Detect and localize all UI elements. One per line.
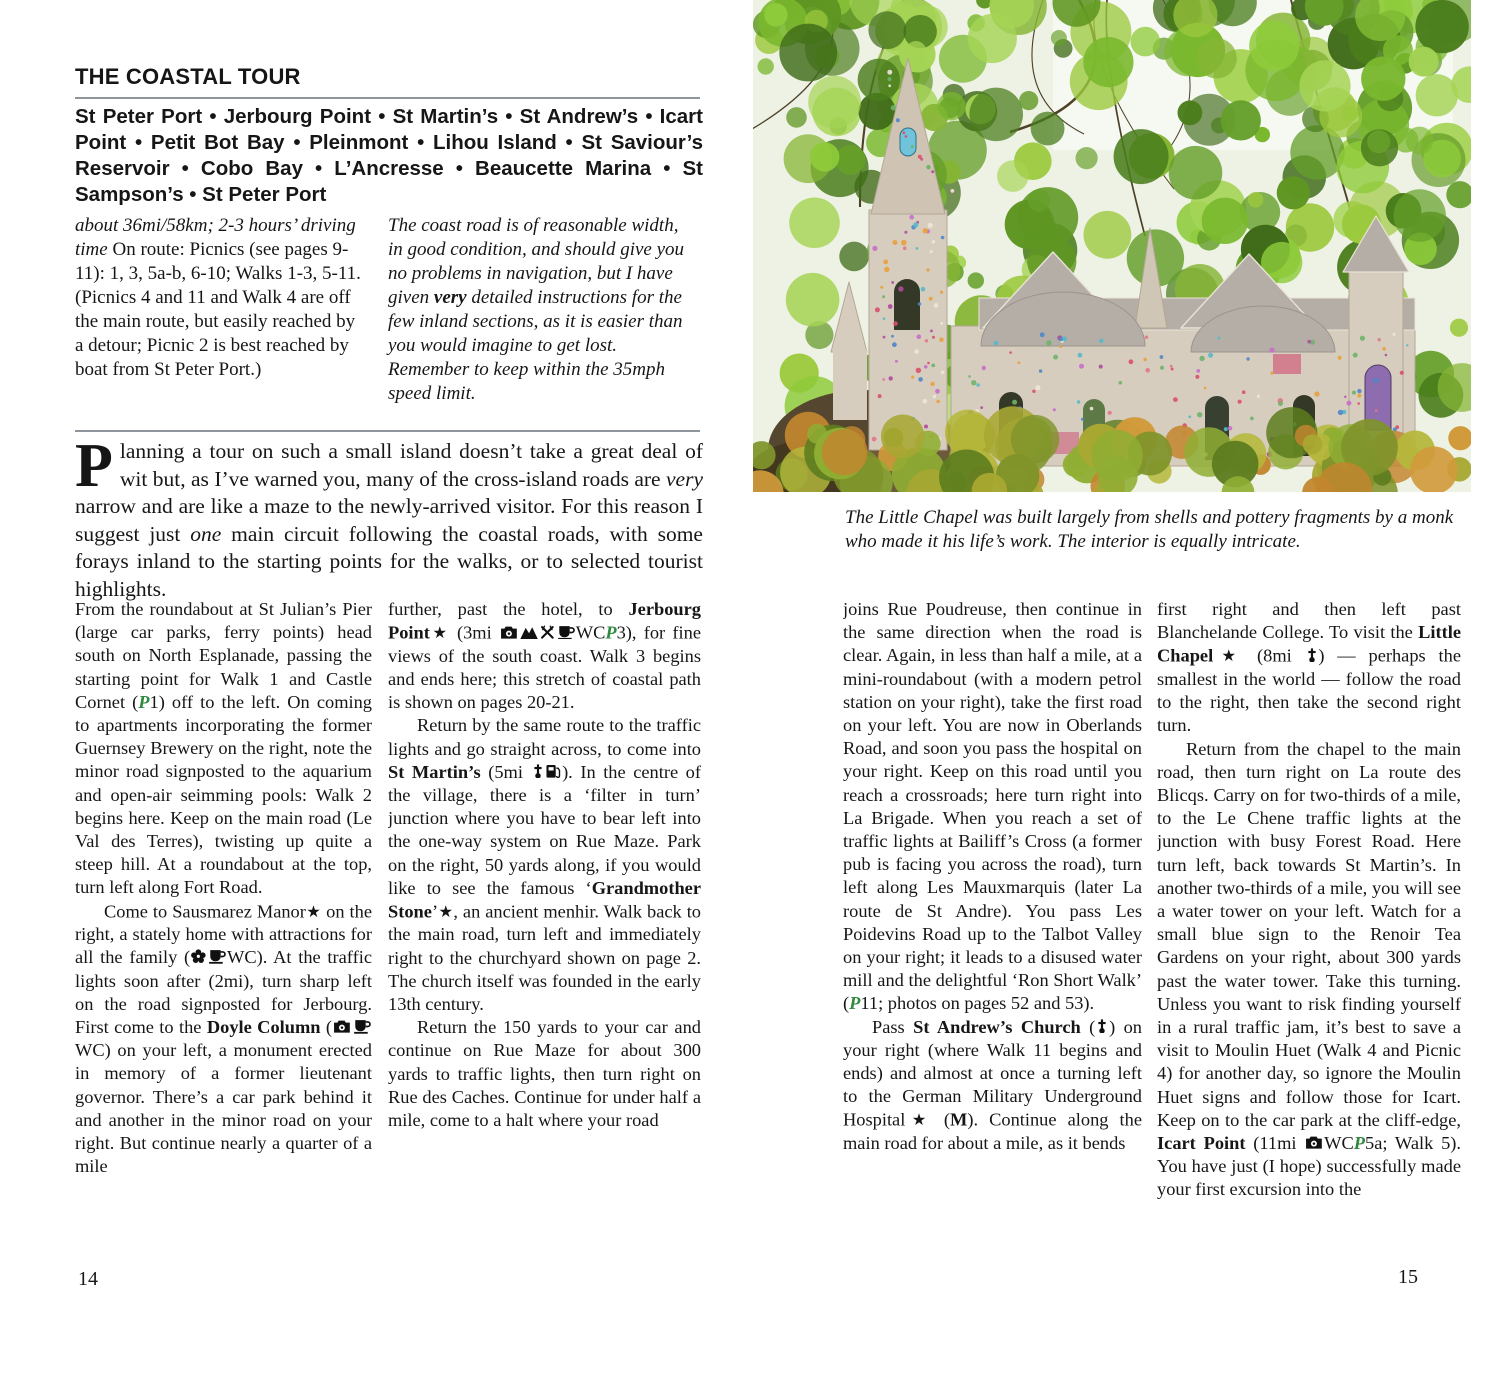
right-page-column-1: [843, 598, 1142, 1274]
star-icon: ★: [305, 901, 322, 921]
picnic-symbol: P: [138, 691, 150, 712]
route-itinerary: St Peter Port • Jerbourg Point • St Martin’s • St Andrew’s • Icart Point • Petit Bot Bay • Pleinmont • Lihou Island • St Saviour’s Reservoir • Cobo Bay • L’Ancresse • Beaucette Marina • St Sampson’s • St Peter Port: [75, 105, 703, 206]
mountain-icon: [520, 625, 538, 640]
viewpoint-camera-icon: [500, 625, 518, 640]
picnic-symbol: P: [605, 622, 617, 643]
intro-text: lanning a tour on such a small island doesn’t take a great deal of wit but, as I’ve warned you, many of the cross-island roads are very narrow and are like a maze to the newly-arrived visitor. For this reason I suggest just one main circuit following the coastal roads, with some forays inland to the starting points for the walks, or to selected tourist highlights.: [75, 439, 703, 601]
title-divider: [75, 97, 700, 99]
paragraph: first right and then left past Blanchelande College. To visit the Little Chapel★ (8mi ) — perhaps the smallest in the world — follow the road to the right, then take the second right turn.: [1157, 599, 1461, 736]
restaurant-cutlery-icon: [540, 625, 555, 640]
paragraph: joins Rue Poudreuse, then continue in the same direction when the road is clear. Again, in less than half a mile, at a mini-roundabout (with a modern petrol station on your right), take the first road on your left. You are now in Oberlands Road, and soon you pass the hospital on your right. Keep on this road until you reach a crossroads; here turn right into La Brigade. When you reach a set of traffic lights at Bailiff’s Cross (a former pub is facing you across the road), turn left along Les Mauxmarquis (later La route de St Andre). You pass Les Poidevins Road up to the Talbot Valley on your right; it leads to a disused water mill and the delightful ‘Ron Short Walk’ (P11; photos on pages 52 and 53).: [843, 599, 1142, 1014]
picnic-symbol: P: [849, 993, 861, 1014]
refreshments-cup-icon: [353, 1019, 371, 1034]
section-title: THE COASTAL TOUR: [75, 64, 301, 89]
paragraph: Return from the chapel to the main road, then turn right on La route des Blicqs. Carry on for two-thirds of a mile, to the Le Chene traffic lights at the junction with busy Forest Road. Here turn left, back towards St Martin’s. In another two-thirds of a mile, you will see a water tower on your left. Watch for a small blue sign to the Renoir Tea Gardens on your right, about 300 yards past the water tower. Take this turning. Unless you want to risk finding yourself in a rural traffic jam, it’s best to save a visit to Moulin Huet (Walk 4 and Picnic 4) for another day, so ignore the Moulin Huet signs and follow those for Icart. Keep on to the car park at the cliff-edge, Icart Point (11mi WCP5a; Walk 5). You have just (I hope) successfully made your first excursion into the: [1157, 738, 1461, 1200]
church-icon: [532, 764, 544, 779]
picnic-symbol: P: [1353, 1132, 1366, 1153]
church-icon: [1096, 1019, 1108, 1034]
page-number-left: 14: [78, 1268, 98, 1290]
left-page-column-1: [75, 598, 372, 1274]
church-icon: [1306, 648, 1318, 663]
paragraph: Return by the same route to the traffic lights and go straight across, to come into St Martin’s (5mi ). In the centre of the village, there is a ‘filter in turn’ junction where you have to bear left into the one-way system on Rue Maze. Park on the right, 50 yards along, if you would like to see the famous ‘Grandmother Stone’★, an ancient menhir. Walk back to the main road, turn left and immediately right to the churchyard shown on page 2. The church itself was founded in the early 13th century.: [388, 715, 701, 1015]
section-divider: [75, 430, 700, 432]
viewpoint-camera-icon: [1305, 1135, 1323, 1150]
drop-cap: P: [75, 432, 113, 500]
paragraph: From the roundabout at St Julian’s Pier (large car parks, ferry points) head south on North Esplanade, passing the starting point for Walk 1 and Castle Cornet (P1) off to the left. On coming to apartments incorporating the former Guernsey Brewery on the right, note the minor road signposted to the aquarium and open-air seimming pools: Walk 2 begins here. Keep on the main road (Le Val des Terres), twisting up quite a steep hill. At a roundabout at the top, turn left along Fort Road.: [75, 599, 372, 898]
photo-caption: The Little Chapel was built largely from shells and pottery fragments by a monk who made it his life’s work. The interior is equally intricate.: [845, 507, 1454, 552]
little-chapel-photo: [753, 0, 1471, 492]
little-chapel-illustration: [753, 0, 1471, 492]
star-icon: ★: [429, 623, 450, 643]
intro-paragraph: [75, 432, 703, 603]
route-info-note: The coast road is of reasonable width, in good condition, and should give you no problems in navigation, but I have given very detailed instructions for the few inland sections, as it is easier than you would imagine to get lost. Remember to keep within the 35mph speed limit.: [388, 215, 685, 404]
refreshments-cup-icon: [208, 949, 226, 964]
paragraph: Come to Sausmarez Manor★ on the right, a stately home with attractions for all the family ( WC). At the traffic lights soon after (2mi), turn sharp left on the road signposted for Jerbourg. First come to the Doyle Column (WC) on your left, a monument erected in memory of a former lieutenant governor. There’s a car park behind it and another in the minor road on your right. But continue nearly a quarter of a mile: [75, 900, 372, 1177]
star-icon: ★: [1213, 646, 1245, 666]
refreshments-cup-icon: [557, 625, 575, 640]
viewpoint-camera-icon: [333, 1019, 351, 1034]
right-page-column-2: [1157, 598, 1461, 1274]
paragraph: Return the 150 yards to your car and continue on Rue Maze for about 300 yards to traffic lights, then turn right on Rue des Caches. Continue for under half a mile, come to a halt where your road: [388, 1017, 701, 1131]
left-page-column-2: [388, 598, 701, 1274]
petrol-pump-icon: [545, 764, 561, 779]
paragraph: Pass St Andrew’s Church ( ) on your right (where Walk 11 begins and ends) and almost at once a turning left to the German Military Underground Hospital★ (M). Continue along the main road for about a mile, as it bends: [843, 1016, 1142, 1153]
star-icon: ★: [438, 901, 454, 921]
page-number-right: 15: [1398, 1266, 1418, 1288]
route-info-summary: about 36mi/58km; 2-3 hours’ driving time On route: Picnics (see pages 9-11): 1, 3, 5a-b, 6-10; Walks 1-3, 5-11. (Picnics 4 and 11 and Walk 4 are off the main route, but easily reached by a detour; Picnic 2 is best reached by boat from St Peter Port.): [75, 215, 361, 380]
paragraph: further, past the hotel, to Jerbourg Point★ (3mi WCP3), for fine views of the south coast. Walk 3 begins and ends here; this stretch of coastal path is shown on pages 20-21.: [388, 599, 701, 713]
star-icon: ★: [905, 1110, 933, 1130]
flower-gardens-icon: [191, 949, 206, 964]
